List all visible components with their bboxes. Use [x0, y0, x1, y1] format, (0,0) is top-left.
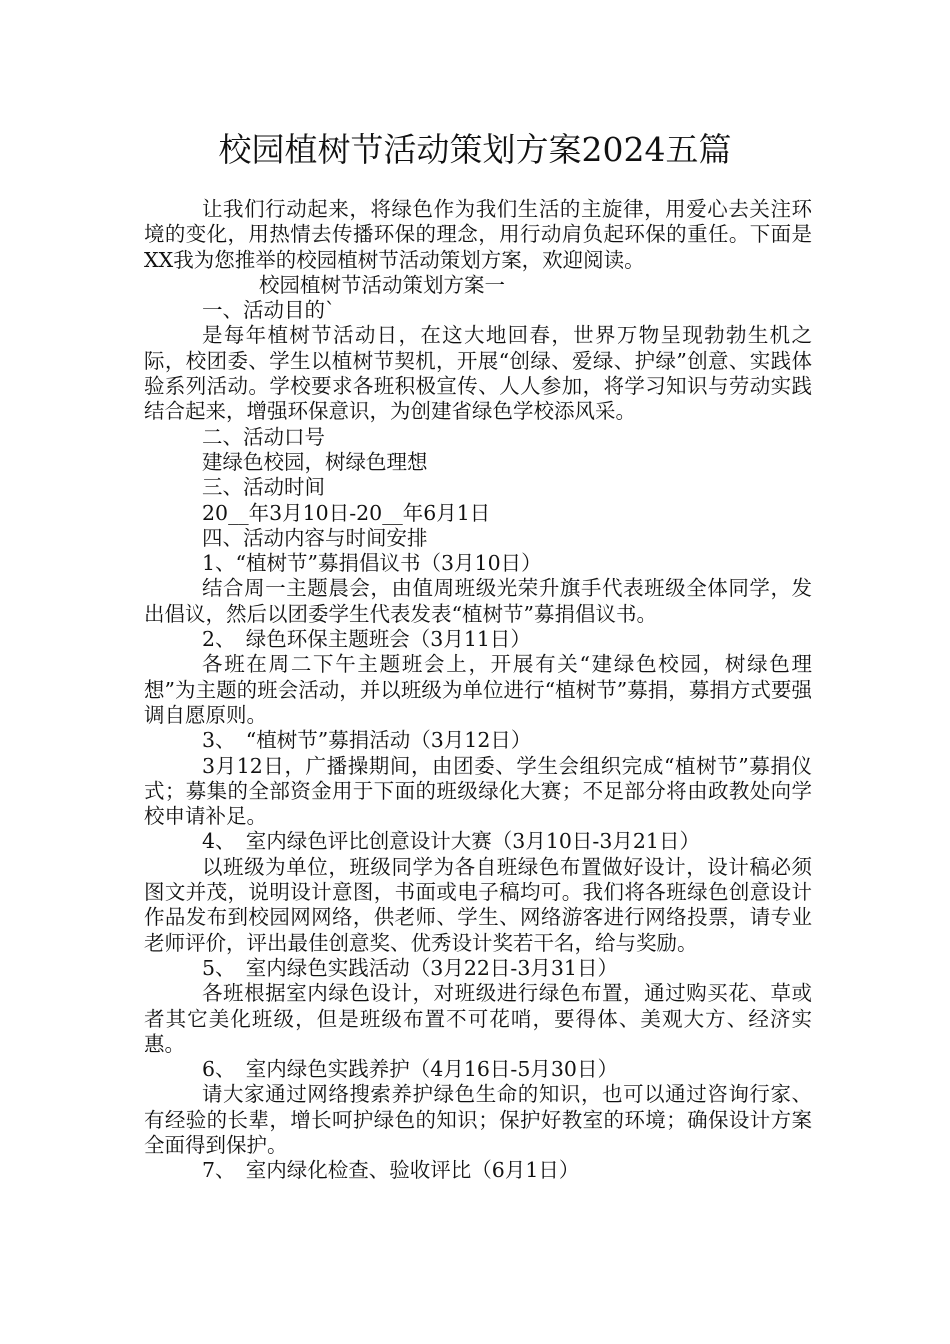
plan-heading: 校园植树节活动策划方案一	[259, 272, 505, 297]
document-body	[144, 197, 812, 1184]
slogan-text: 建绿色校园，树绿色理想	[202, 449, 428, 474]
time-text: 20__年3月10日-20__年6月1日	[202, 500, 491, 525]
item-paragraph-4: 以班级为单位，班级同学为各自班绿色布置做好设计，设计稿必须图文并茂，说明设计意图，书面或电子稿均可。我们将各班绿色创意设计作品发布到校园网网络，供老师、学生、网络游客进行网络投票，请专业老师评价，评出最佳创意奖、优秀设计奖若干名，给与奖励。	[144, 854, 812, 955]
item-heading-7: 7、 室内绿化检查、验收评比（6月1日）	[202, 1158, 580, 1183]
item-heading-5: 5、 室内绿色实践活动（3月22日-3月31日）	[202, 955, 618, 980]
item-heading-6: 6、 室内绿色实践养护（4月16日-5月30日）	[202, 1057, 618, 1082]
item-heading-3: 3、 “植树节”募捐活动（3月12日）	[202, 728, 532, 753]
section-heading-content: 四、活动内容与时间安排	[202, 525, 428, 550]
section-heading-time: 三、活动时间	[202, 475, 325, 500]
item-paragraph-5: 各班根据室内绿色设计，对班级进行绿色布置，通过购买花、草或者其它美化班级，但是班级布置不可花哨，要得体、美观大方、经济实惠。	[144, 981, 812, 1056]
section-heading-slogan: 二、活动口号	[202, 424, 325, 449]
document-title: 校园植树节活动策划方案2024五篇	[218, 130, 732, 169]
item-paragraph-3: 3月12日，广播操期间，由团委、学生会组织完成“植树节”募捐仪式；募集的全部资金用于下面的班级绿化大赛；不足部分将由政教处向学校申请补足。	[144, 753, 812, 829]
item-paragraph-6: 请大家通过网络搜索养护绿色生命的知识，也可以通过咨询行家、有经验的长辈，增长呵护绿色的知识；保护好教室的环境；确保设计方案全面得到保护。	[144, 1082, 812, 1157]
purpose-paragraph: 是每年植树节活动日，在这大地回春，世界万物呈现勃勃生机之际，校团委、学生以植树节契机，开展“创绿、爱绿、护绿”创意、实践体验系列活动。学校要求各班积极宣传、人人参加，将学习知识与劳动实践结合起来，增强环保意识，为创建省绿色学校添风采。	[144, 323, 812, 424]
item-heading-2: 2、 绿色环保主题班会（3月11日）	[202, 627, 531, 652]
item-heading-1: 1、“植树节”募捐倡议书（3月10日）	[202, 551, 542, 576]
item-paragraph-2: 各班在周二下午主题班会上，开展有关“建绿色校园，树绿色理想”为主题的班会活动，并以班级为单位进行“植树节”募捐，募捐方式要强调自愿原则。	[144, 652, 812, 727]
intro-paragraph: 让我们行动起来，将绿色作为我们生活的主旋律，用爱心去关注环境的变化，用热情去传播环保的理念，用行动肩负起环保的重任。下面是XX我为您推举的校园植树节活动策划方案，欢迎阅读。	[144, 197, 812, 272]
section-heading-purpose: 一、活动目的`	[202, 298, 336, 323]
item-paragraph-1: 结合周一主题晨会，由值周班级光荣升旗手代表班级全体同学，发出倡议，然后以团委学生代表发表“植树节”募捐倡议书。	[144, 576, 812, 626]
item-heading-4: 4、 室内绿色评比创意设计大赛（3月10日-3月21日）	[202, 829, 700, 854]
